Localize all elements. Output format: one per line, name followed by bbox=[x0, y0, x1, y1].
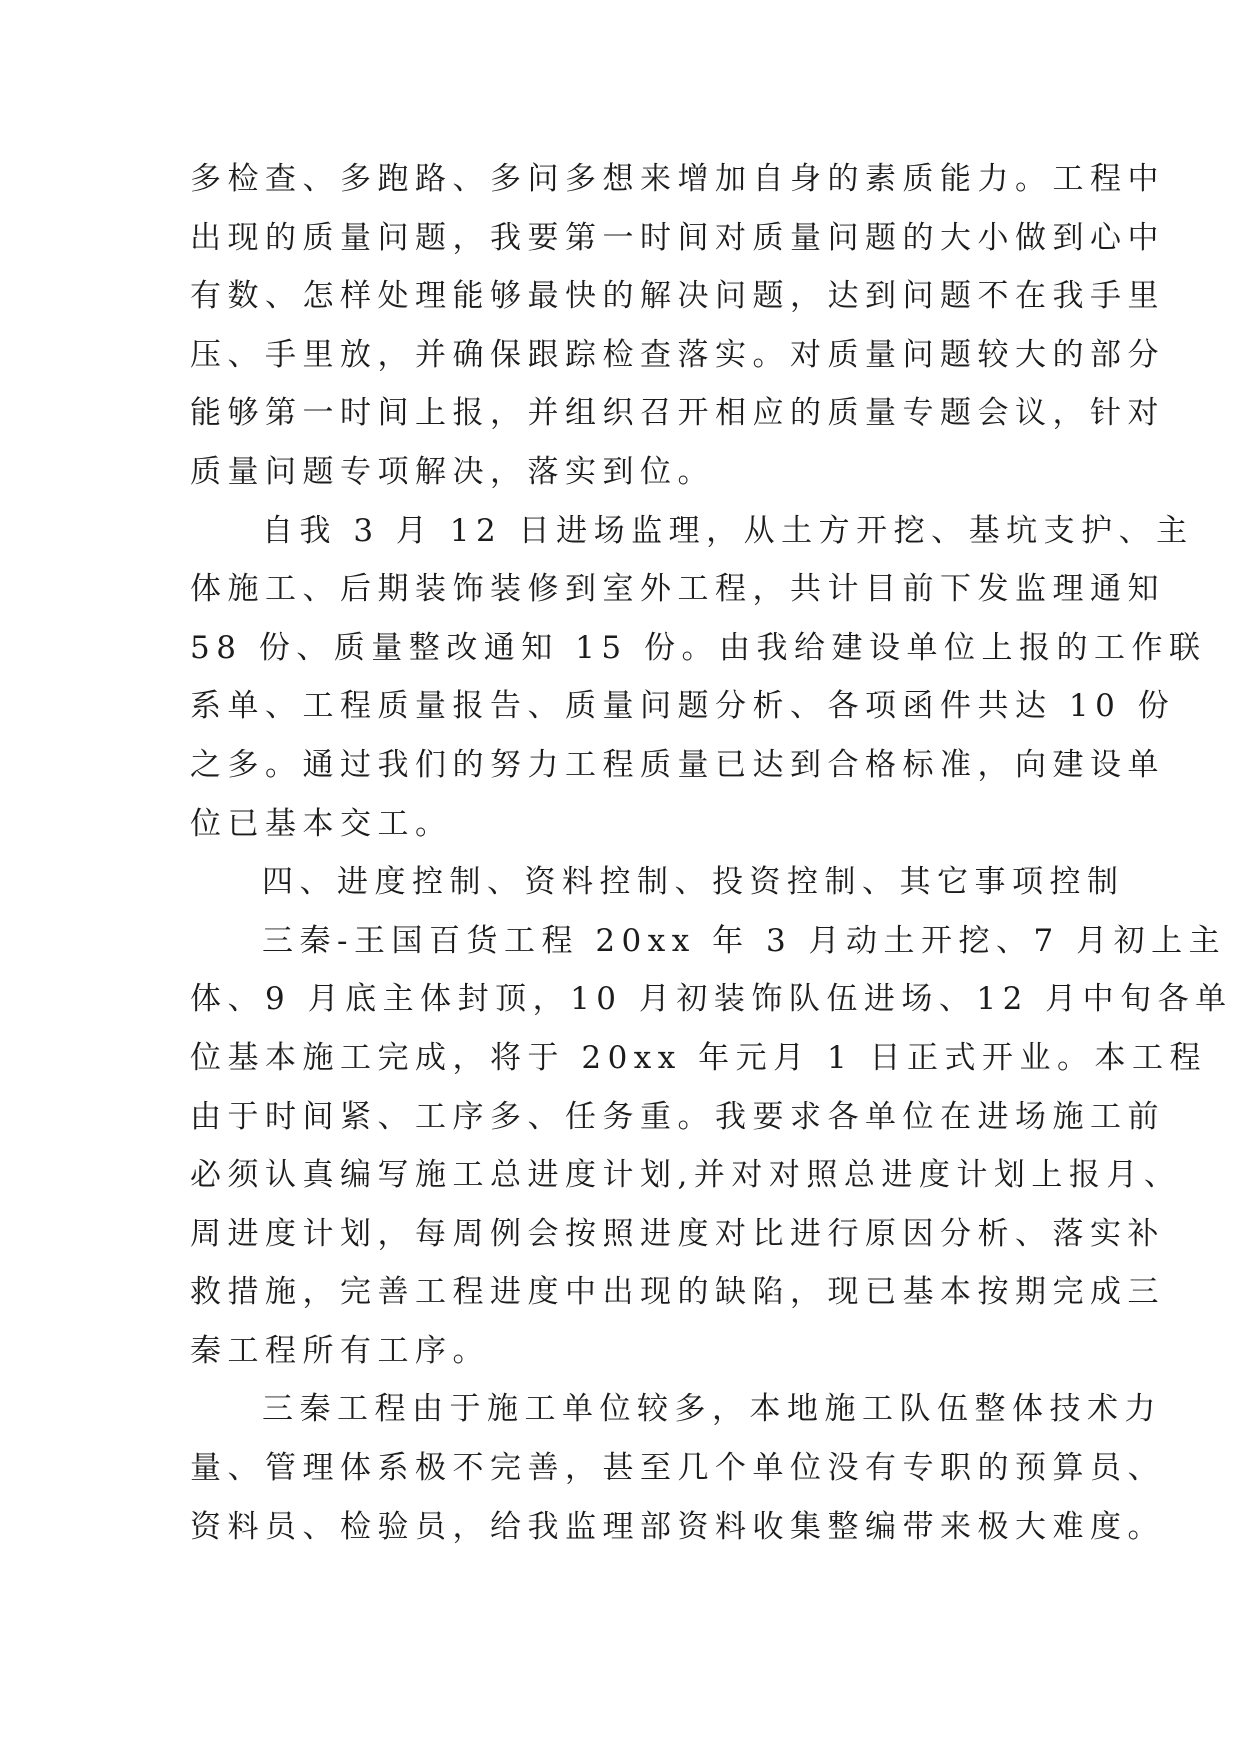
text-line: 必须认真编写施工总进度计划,并对对照总进度计划上报月、 bbox=[190, 1157, 1182, 1194]
text-line: 三秦工程由于施工单位较多，本地施工队伍整体技术力 bbox=[262, 1391, 1162, 1428]
text-line: 体施工、后期装饰装修到室外工程，共计目前下发监理通知 bbox=[190, 571, 1165, 608]
text-line: 多检查、多跑路、多问多想来增加自身的素质能力。工程中 bbox=[190, 161, 1165, 197]
document-body bbox=[190, 150, 1233, 1556]
text-line: 位基本施工完成，将于 20xx 年元月 1 日正式开业。本工程 bbox=[190, 1039, 1208, 1076]
text-line: 58 份、质量整改通知 15 份。由我给建设单位上报的工作联 bbox=[190, 629, 1207, 666]
text-line: 量、管理体系极不完善，甚至几个单位没有专职的预算员、 bbox=[190, 1450, 1165, 1487]
text-line: 三秦-王国百货工程 20xx 年 3 月动土开挖、7 月初上主 bbox=[262, 922, 1227, 959]
text-line: 秦工程所有工序。 bbox=[190, 1332, 490, 1369]
text-line: 自我 3 月 12 日进场监理，从土方开挖、基坑支护、主 bbox=[262, 512, 1194, 549]
text-line: 压、手里放，并确保跟踪检查落实。对质量问题较大的部分 bbox=[190, 336, 1165, 373]
text-line: 周进度计划，每周例会按照进度对比进行原因分析、落实补 bbox=[190, 1215, 1165, 1252]
text-line: 有数、怎样处理能够最快的解决问题，达到问题不在我手里 bbox=[190, 278, 1165, 315]
text-line: 系单、工程质量报告、质量问题分析、各项函件共达 10 份 bbox=[190, 688, 1176, 725]
text-line: 位已基本交工。 bbox=[190, 805, 453, 842]
text-line: 之多。通过我们的努力工程质量已达到合格标准，向建设单 bbox=[190, 746, 1165, 783]
text-line: 体、9 月底主体封顶，10 月初装饰队伍进场、12 月中旬各单 bbox=[190, 981, 1233, 1018]
text-line: 质量问题专项解决，落实到位。 bbox=[190, 453, 715, 490]
section-heading: 四、进度控制、资料控制、投资控制、其它事项控制 bbox=[262, 864, 1125, 901]
text-line: 资料员、检验员，给我监理部资料收集整编带来极大难度。 bbox=[190, 1508, 1165, 1545]
text-line: 救措施，完善工程进度中出现的缺陷，现已基本按期完成三 bbox=[190, 1274, 1165, 1311]
text-line: 由于时间紧、工序多、任务重。我要求各单位在进场施工前 bbox=[190, 1098, 1165, 1135]
text-line: 出现的质量问题，我要第一时间对质量问题的大小做到心中 bbox=[190, 219, 1165, 256]
text-line: 能够第一时间上报，并组织召开相应的质量专题会议，针对 bbox=[190, 395, 1165, 432]
